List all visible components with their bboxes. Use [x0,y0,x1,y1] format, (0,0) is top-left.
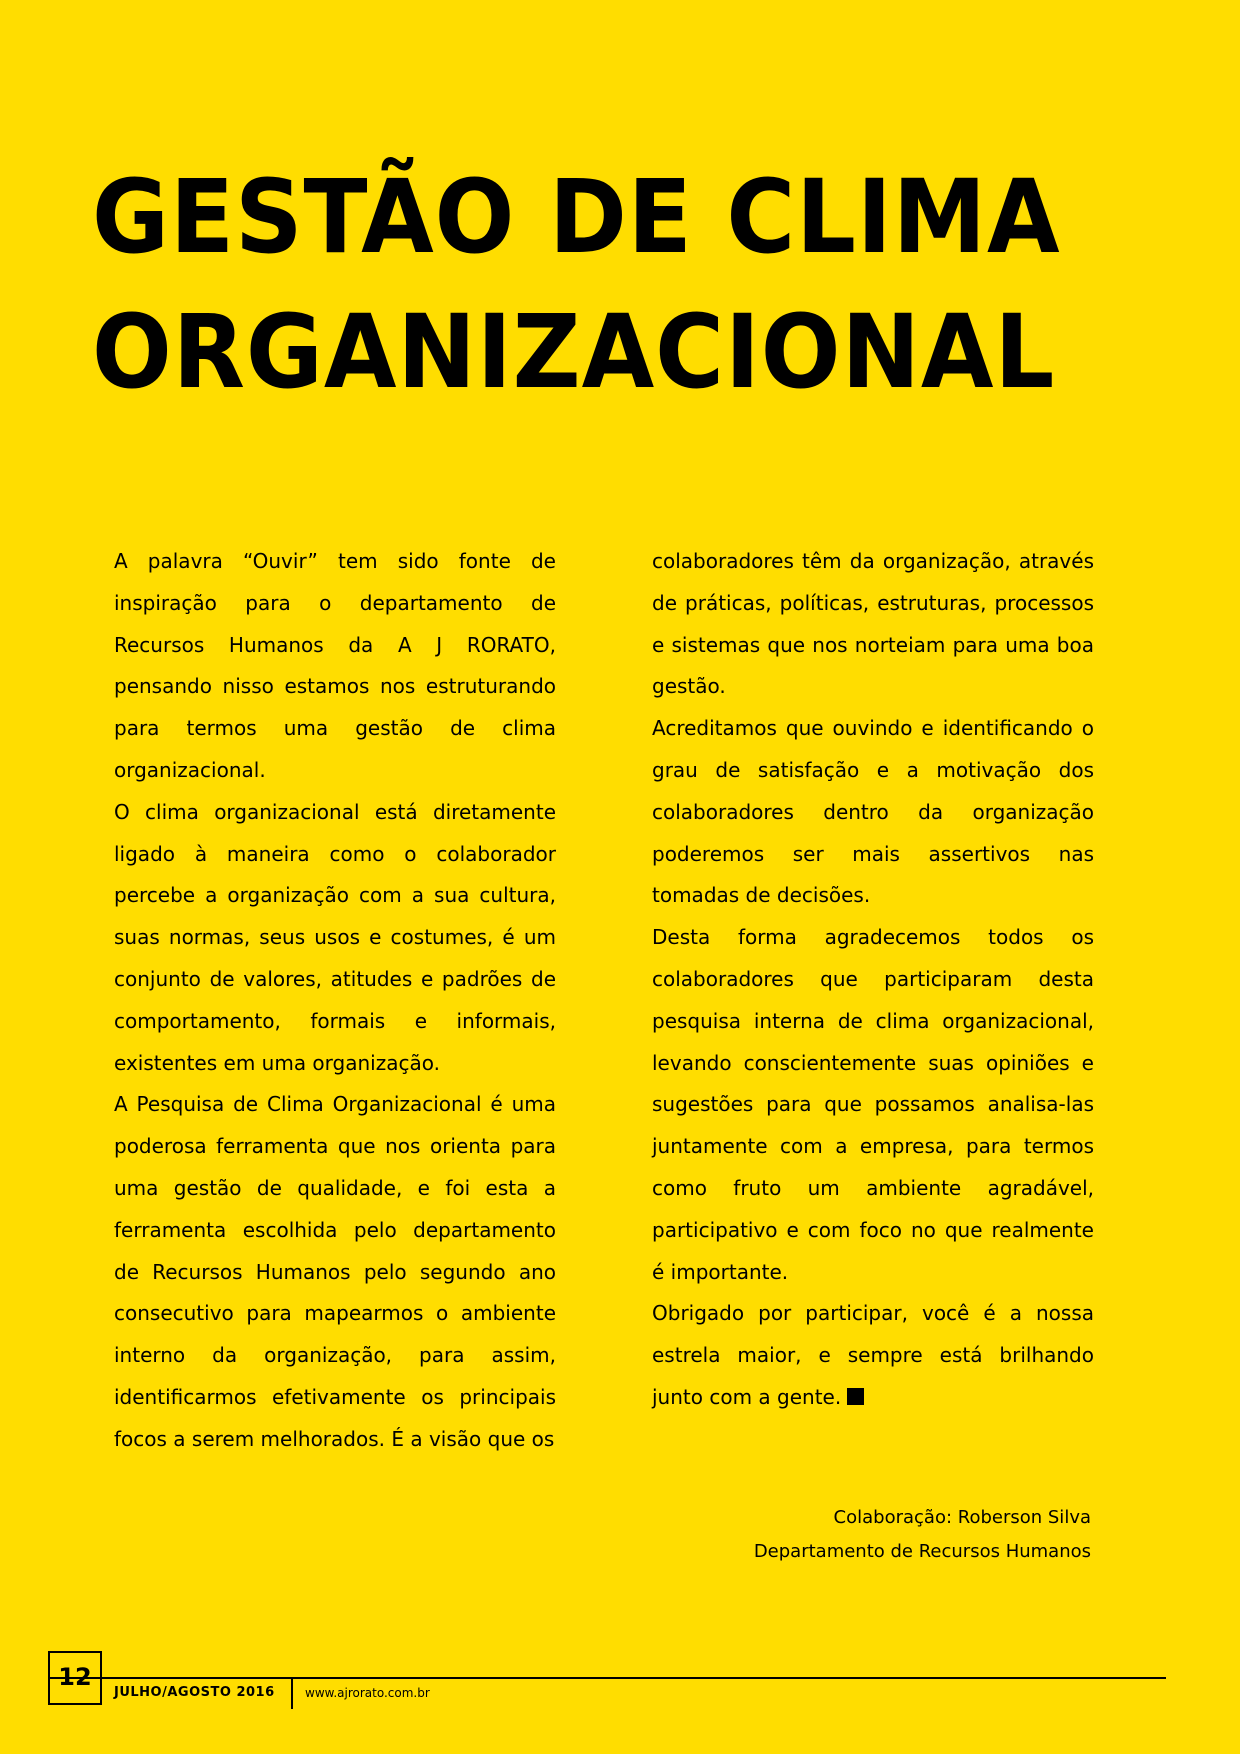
end-of-article-square-icon [847,1388,864,1405]
page-number: 12 [48,1651,102,1705]
footer-divider [291,1679,293,1709]
footer-rule [48,1677,1166,1679]
article-credit [754,1501,1091,1569]
paragraph: O clima organizacional está diretamente ligado à maneira como o colaborador percebe a organização com a sua cultura, suas normas, seus usos e costumes, é um conjunto de valores, atitudes e padrões de comportamento, formais e informais, existentes em uma organização. [114,799,556,1075]
title-line-1: GESTÃO DE CLIMA [92,158,1061,277]
paragraph: colaboradores têm da organização, através de práticas, políticas, estruturas, processos e sistemas que nos norteiam para uma boa gestão. [652,549,1094,699]
paragraph: A Pesquisa de Clima Organizacional é uma poderosa ferramenta que nos orienta para uma gestão de qualidade, e foi esta a ferramenta escolhida pelo departamento de Recursos Humanos pelo segundo ano consecutivo para mapearmos o ambiente interno da organização, para assim, identificarmos efetivamente os principais focos a serem melhorados. É a visão que os [114,1092,556,1451]
right-column [652,541,1094,1419]
paragraph: Desta forma agradecemos todos os colaboradores que participaram desta pesquisa interna de clima organizacional, levando conscientemente suas opiniões e sugestões para que possamos analisa-las juntamente com a empresa, para termos como fruto um ambiente agradável, participativo e com foco no que realmente é importante. [652,925,1094,1284]
credit-author: Colaboração: Roberson Silva [833,1507,1091,1528]
website-url: www.ajrorato.com.br [305,1686,430,1700]
issue-date: JULHO/AGOSTO 2016 [114,1685,275,1700]
closing-text: Obrigado por participar, você é a nossa estrela maior, e sempre está brilhando junto com a gente. [652,1301,1094,1409]
title-line-2: ORGANIZACIONAL [92,293,1056,412]
credit-department: Departamento de Recursos Humanos [753,1541,1091,1562]
paragraph: A palavra “Ouvir” tem sido fonte de inspiração para o departamento de Recursos Humanos da A J RORATO, pensando nisso estamos nos estruturando para termos uma gestão de clima organizacional. [114,549,556,782]
left-column [114,541,556,1461]
paragraph: Acreditamos que ouvindo e identificando o grau de satisfação e a motivação dos colaboradores dentro da organização poderemos ser mais assertivos nas tomadas de decisões. [652,716,1094,908]
article-title [92,150,1086,420]
paragraph-closing [652,1293,1094,1418]
